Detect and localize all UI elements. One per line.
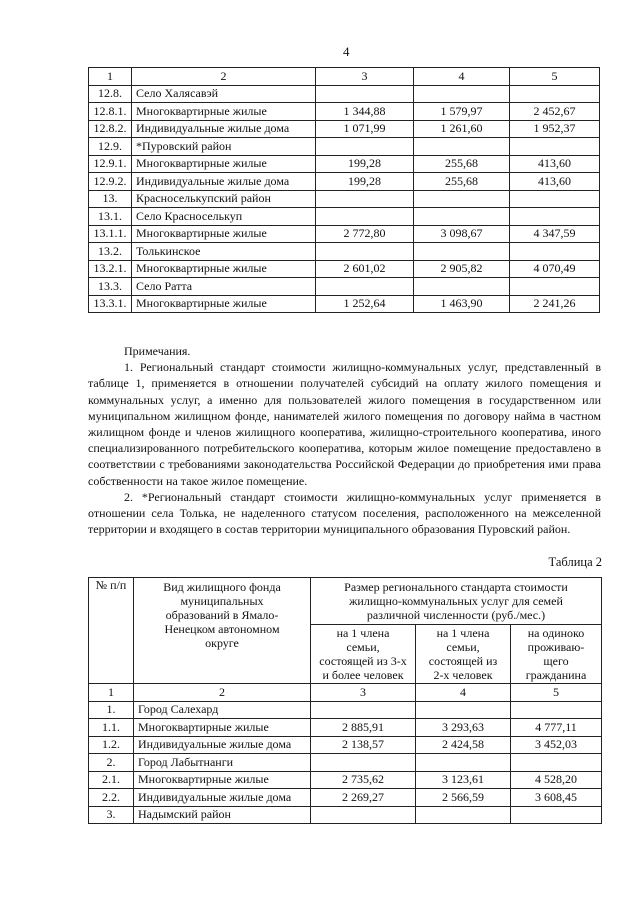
value-col-4 <box>414 85 510 103</box>
row-label: Многоквартирные жилые <box>134 719 311 737</box>
value-col-5: 5 <box>511 684 602 702</box>
value-col-5 <box>510 243 600 261</box>
table-row <box>89 243 600 261</box>
value-col-3: 199,28 <box>316 155 414 173</box>
row-number: 12.8.1. <box>89 103 132 121</box>
row-number: 13.2. <box>89 243 132 261</box>
table-row <box>89 103 600 121</box>
row-number: 12.8. <box>89 85 132 103</box>
row-number: 13.1. <box>89 208 132 226</box>
table-row <box>89 85 600 103</box>
row-number: 12.9. <box>89 138 132 156</box>
value-col-5: 4 528,20 <box>511 771 602 789</box>
table-row <box>89 278 600 296</box>
table-row <box>89 754 602 772</box>
row-label: Село Халясавэй <box>132 85 316 103</box>
table-row <box>89 208 600 226</box>
table-row <box>89 120 600 138</box>
row-label: Многоквартирные жилые <box>132 260 316 278</box>
value-col-4 <box>416 806 511 824</box>
table-row <box>89 155 600 173</box>
row-number: 1 <box>89 68 132 86</box>
row-label: Село Красноселькуп <box>132 208 316 226</box>
row-number: 12.9.2. <box>89 173 132 191</box>
value-col-5 <box>510 85 600 103</box>
value-col-5: 5 <box>510 68 600 86</box>
value-col-4 <box>416 701 511 719</box>
value-col-5: 3 608,45 <box>511 789 602 807</box>
table-row <box>89 260 600 278</box>
value-col-5 <box>510 138 600 156</box>
row-label: Многоквартирные жилые <box>132 295 316 313</box>
row-label: Город Лабытнанги <box>134 754 311 772</box>
page-number: 4 <box>343 44 350 59</box>
row-label: 2 <box>132 68 316 86</box>
row-number: 1.2. <box>89 736 134 754</box>
value-col-3 <box>316 278 414 296</box>
value-col-4: 1 463,90 <box>414 295 510 313</box>
row-number: 1. <box>89 701 134 719</box>
value-col-4: 1 579,97 <box>414 103 510 121</box>
value-col-4 <box>414 208 510 226</box>
table-row <box>89 138 600 156</box>
table-row <box>89 771 602 789</box>
notes-section <box>88 343 601 537</box>
table-row <box>89 806 602 824</box>
value-col-4: 4 <box>416 684 511 702</box>
row-label: Толькинское <box>132 243 316 261</box>
value-col-4: 1 261,60 <box>414 120 510 138</box>
value-col-4: 2 905,82 <box>414 260 510 278</box>
header-standard-size: Размер регионального стандарта стоимости жилищно-коммунальных услуг для семей различной численности (руб./мес.) <box>311 578 602 625</box>
table-row <box>89 190 600 208</box>
value-col-3 <box>316 190 414 208</box>
value-col-4: 3 293,63 <box>416 719 511 737</box>
value-col-5 <box>510 190 600 208</box>
value-col-4: 3 123,61 <box>416 771 511 789</box>
table-row <box>89 701 602 719</box>
value-col-3: 3 <box>311 684 416 702</box>
row-label: Индивидуальные жилые дома <box>134 789 311 807</box>
value-col-3 <box>311 754 416 772</box>
value-col-4 <box>414 138 510 156</box>
value-col-4: 4 <box>414 68 510 86</box>
value-col-3 <box>316 138 414 156</box>
table-row <box>89 719 602 737</box>
row-label: *Пуровский район <box>132 138 316 156</box>
value-col-3: 2 735,62 <box>311 771 416 789</box>
row-number: 12.8.2. <box>89 120 132 138</box>
value-col-3 <box>311 701 416 719</box>
value-col-5: 2 452,67 <box>510 103 600 121</box>
value-col-5 <box>511 754 602 772</box>
value-col-3 <box>311 806 416 824</box>
value-col-5: 4 347,59 <box>510 225 600 243</box>
value-col-5 <box>511 701 602 719</box>
row-number: 1 <box>89 684 134 702</box>
row-number: 13.1.1. <box>89 225 132 243</box>
value-col-5: 4 777,11 <box>511 719 602 737</box>
value-col-3 <box>316 208 414 226</box>
table-2-caption: Таблица 2 <box>548 555 602 569</box>
table-1-continuation <box>88 67 600 313</box>
table-row <box>89 225 600 243</box>
row-label: Многоквартирные жилые <box>132 103 316 121</box>
header-single: на одиноко проживаю-щего гражданина <box>511 625 602 684</box>
row-label: Село Ратта <box>132 278 316 296</box>
value-col-3: 2 772,80 <box>316 225 414 243</box>
row-number: 12.9.1. <box>89 155 132 173</box>
value-col-5: 413,60 <box>510 155 600 173</box>
value-col-3: 1 071,99 <box>316 120 414 138</box>
row-label: Многоквартирные жилые <box>134 771 311 789</box>
value-col-3 <box>316 243 414 261</box>
value-col-3: 3 <box>316 68 414 86</box>
table-row <box>89 295 600 313</box>
value-col-4: 255,68 <box>414 173 510 191</box>
value-col-5 <box>511 806 602 824</box>
column-number-row <box>89 684 602 702</box>
value-col-3: 2 138,57 <box>311 736 416 754</box>
row-number: 2.1. <box>89 771 134 789</box>
table-row <box>89 789 602 807</box>
header-family-3plus: на 1 члена семьи, состоящей из 3-х и более человек <box>311 625 416 684</box>
value-col-4 <box>416 754 511 772</box>
value-col-3: 2 601,02 <box>316 260 414 278</box>
value-col-3: 1 344,88 <box>316 103 414 121</box>
row-label: 2 <box>134 684 311 702</box>
value-col-5: 2 241,26 <box>510 295 600 313</box>
row-label: Индивидуальные жилые дома <box>132 120 316 138</box>
value-col-5: 1 952,37 <box>510 120 600 138</box>
row-number: 1.1. <box>89 719 134 737</box>
row-label: Многоквартирные жилые <box>132 155 316 173</box>
value-col-4 <box>414 278 510 296</box>
header-num: № п/п <box>89 578 134 684</box>
value-col-3: 199,28 <box>316 173 414 191</box>
row-number: 2.2. <box>89 789 134 807</box>
row-number: 13.2.1. <box>89 260 132 278</box>
value-col-3: 1 252,64 <box>316 295 414 313</box>
column-number-row <box>89 68 600 86</box>
table-row <box>89 173 600 191</box>
table-row <box>89 736 602 754</box>
value-col-3 <box>316 85 414 103</box>
row-label: Надымский район <box>134 806 311 824</box>
row-label: Индивидуальные жилые дома <box>134 736 311 754</box>
value-col-5: 4 070,49 <box>510 260 600 278</box>
note-1: 1. Региональный стандарт стоимости жилищно-коммунальных услуг, представленный в таблице 1, применяется в отношении получателей субсидий на оплату жилого помещения и коммунальных услуг, а именно для пользователей жилого помещения в государственном или муниципальном жилищном фонде, нанимателей жилого помещения по договору найма в частном жилищном фонде и членов жилищного кооператива, жилищно-строительного кооператива, иного специализированного потребительского кооператива, которым жилое помещение предоставлено в соответствии с требованиями законодательства Российской Федерации до приобретения ими права собственности на такое жилое помещение. <box>88 360 601 488</box>
value-col-4: 2 566,59 <box>416 789 511 807</box>
value-col-5 <box>510 278 600 296</box>
row-number: 2. <box>89 754 134 772</box>
notes-title: Примечания. <box>124 344 191 358</box>
row-number: 13.3.1. <box>89 295 132 313</box>
value-col-5: 3 452,03 <box>511 736 602 754</box>
value-col-4: 3 098,67 <box>414 225 510 243</box>
row-number: 13. <box>89 190 132 208</box>
note-2: 2. *Региональный стандарт стоимости жилищно-коммунальных услуг применяется в отношении села Толька, не наделенного статусом поселения, расположенного на межселенной территории и входящего в состав территории муниципального образования Пуровский район. <box>88 489 601 537</box>
value-col-4: 2 424,58 <box>416 736 511 754</box>
header-housing-type: Вид жилищного фонда муниципальных образований в Ямало-Ненецком автономном округе <box>134 578 311 684</box>
value-col-5 <box>510 208 600 226</box>
row-label: Красноселькупский район <box>132 190 316 208</box>
header-family-2: на 1 члена семьи, состоящей из 2-х человек <box>416 625 511 684</box>
row-number: 13.3. <box>89 278 132 296</box>
row-label: Многоквартирные жилые <box>132 225 316 243</box>
value-col-3: 2 885,91 <box>311 719 416 737</box>
row-label: Город Салехард <box>134 701 311 719</box>
row-number: 3. <box>89 806 134 824</box>
value-col-3: 2 269,27 <box>311 789 416 807</box>
table-2 <box>88 577 602 824</box>
value-col-4: 255,68 <box>414 155 510 173</box>
row-label: Индивидуальные жилые дома <box>132 173 316 191</box>
value-col-5: 413,60 <box>510 173 600 191</box>
value-col-4 <box>414 190 510 208</box>
value-col-4 <box>414 243 510 261</box>
